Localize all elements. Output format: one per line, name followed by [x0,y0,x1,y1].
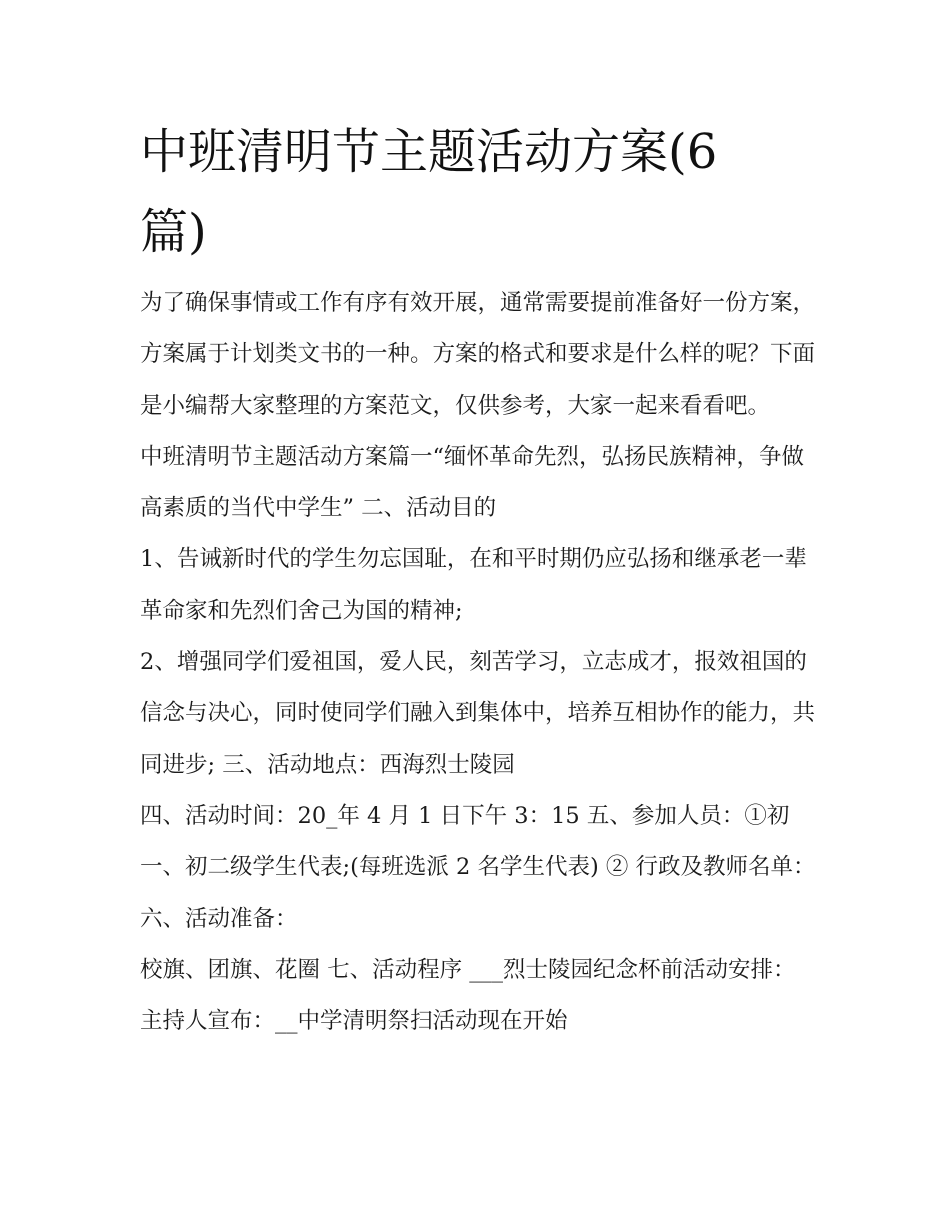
paragraph-goal-2: 2、增强同学们爱祖国，爱人民，刻苦学习，立志成才，报效祖国的信念与决心，同时使同学们融入到集体中，培养互相协作的能力，共同进步; 三、活动地点：西海烈士陵园 [140,649,816,778]
paragraph-goal-1: 1、告诫新时代的学生勿忘国耻，在和平时期仍应弘扬和继承老一辈革命家和先烈们舍己为国的精神; [140,546,807,624]
paragraph-theme: 中班清明节主题活动方案篇一“缅怀革命先烈，弘扬民族精神，争做高素质的当代中学生” 二、活动目的 [140,443,805,522]
document-title: 中班清明节主题活动方案(6篇) [140,124,718,260]
paragraph-time-participants: 四、活动时间：20_年 4 月 1 日下午 3：15 五、参加人员：①初一、初二级学生代表;(每班选派 2 名学生代表) ② 行政及教师名单： 六、活动准备： [140,802,816,932]
document-body [140,278,820,1047]
paragraph-intro: 为了确保事情或工作有序有效开展，通常需要提前准备好一份方案，方案属于计划类文书的一种。方案的格式和要求是什么样的呢？下面是小编帮大家整理的方案范文，仅供参考，大家一起来看看吧。 [140,290,816,419]
paragraph-procedure: 校旗、团旗、花圈 七、活动程序 ___烈士陵园纪念杯前活动安排： 主持人宣布：__中学清明祭扫活动现在开始 [140,956,796,1035]
